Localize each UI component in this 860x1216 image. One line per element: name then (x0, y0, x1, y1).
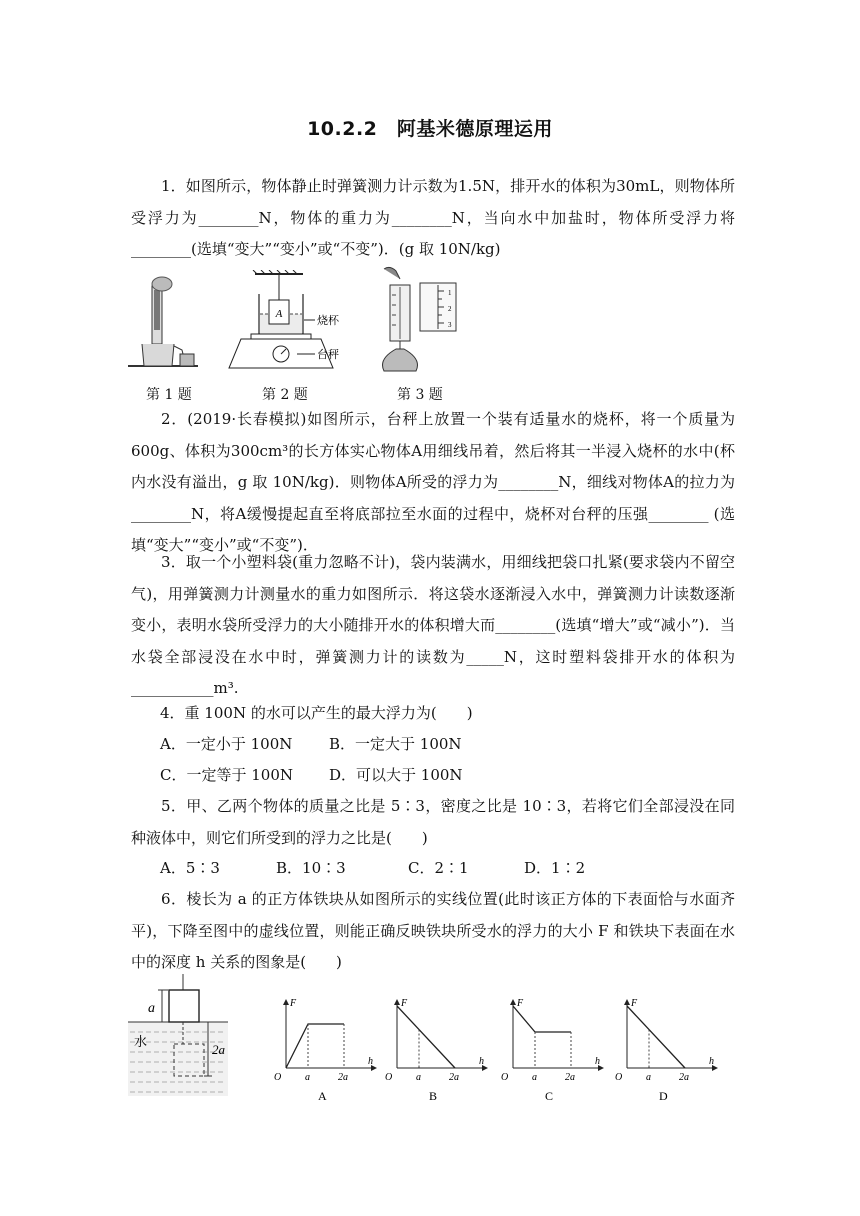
graph-tick-2a: 2a (565, 1072, 575, 1083)
figure-6-water-label: 水 (134, 1034, 148, 1049)
graph-axis-label-h: h (709, 1056, 714, 1067)
figure-6-graphs (272, 990, 722, 1102)
graph-choice-label: B (429, 1089, 438, 1102)
graph-axis-label-f: F (401, 998, 408, 1009)
graph-curve (286, 1024, 344, 1068)
question-6: 6．棱长为 a 的正方体铁块从如图所示的实线位置(此时该正方体的下表面恰与水面齐平)，下降至图中的虚线位置，则能正确反映铁块所受水的浮力的大小 F 和铁块下表面在水中的深度 h 关系的图象是( ) (131, 890, 735, 971)
page-title: 10.2.2 阿基米德原理运用 (307, 118, 553, 140)
figure-6-dim-2a: 2a (212, 1042, 225, 1057)
question-5-option-c: C．2∶1 (408, 859, 469, 877)
figure-3-caption: 第 3 题 (397, 387, 443, 403)
question-5-option-d: D．1∶2 (524, 859, 586, 877)
graph-tick-a: a (305, 1072, 310, 1083)
figure-2-caption: 第 2 题 (262, 387, 308, 403)
graph-origin-label: O (274, 1072, 282, 1083)
graph-choice-label: D (659, 1089, 668, 1102)
graph-tick-2a: 2a (679, 1072, 689, 1083)
question-2: 2．(2019·长春模拟)如图所示，台秤上放置一个装有适量水的烧杯，将一个质量为600g、体积为300cm³的长方体实心物体A用细线吊着，然后将其一半浸入烧杯的水中(杯内水没有溢出，g 取 10N/kg)．则物体A所受的浮力为________N，细线对物体A的拉力为________N，将A缓慢提起直至将底部拉至水面的过程中，烧杯对台秤的压强________ (选填“变大”“变小”或“不变”)． (131, 410, 735, 554)
question-5-option-b: B．10∶3 (276, 859, 346, 877)
question-4-stem: 4．重 100N 的水可以产生的最大浮力为( ) (160, 704, 473, 722)
graph-choice-label: C (545, 1089, 554, 1102)
graph-origin-label: O (615, 1072, 623, 1083)
graph-tick-a: a (416, 1072, 421, 1083)
question-5-option-a: A．5∶3 (160, 859, 220, 877)
figure-2 (227, 270, 357, 374)
figure-1-caption: 第 1 题 (146, 387, 192, 403)
graph-tick-2a: 2a (449, 1072, 459, 1083)
svg-text:3: 3 (448, 321, 452, 329)
question-4-option-c: C．一定等于 100N (160, 766, 294, 784)
question-5-stem: 5．甲、乙两个物体的质量之比是 5∶3，密度之比是 10∶3，若将它们全部浸没在同种液体中，则它们所受到的浮力之比是( ) (131, 797, 735, 847)
figure-2-scale-label: 台秤 (317, 349, 339, 361)
figure-2-beaker-label: 烧杯 (317, 315, 339, 327)
graph-axis-label-h: h (595, 1056, 600, 1067)
graph-origin-label: O (385, 1072, 393, 1083)
figure-1 (128, 274, 198, 370)
graph-axis-label-f: F (631, 998, 638, 1009)
question-4-option-a: A．一定小于 100N (160, 735, 293, 753)
figure-2-object-label: A (275, 308, 283, 320)
question-1: 1．如图所示，物体静止时弹簧测力计示数为1.5N，排开水的体积为30mL，则物体所受浮力为________N，物体的重力为________N，当向水中加盐时，物体所受浮力将________(选填“变大”“变小”或“不变”)．(g 取 10N/kg) (131, 177, 735, 258)
svg-text:1: 1 (448, 289, 452, 297)
graph-choice-label: A (318, 1089, 327, 1102)
graph-tick-2a: 2a (338, 1072, 348, 1083)
question-4-option-b: B．一定大于 100N (329, 735, 462, 753)
figure-6-cube-diagram (128, 970, 228, 1096)
graph-curve (397, 1006, 455, 1068)
graph-curve (513, 1006, 571, 1032)
graph-tick-a: a (532, 1072, 537, 1083)
question-4-option-d: D．可以大于 100N (329, 766, 463, 784)
graph-axis-label-h: h (368, 1056, 373, 1067)
graph-tick-a: a (646, 1072, 651, 1083)
svg-text:2: 2 (448, 305, 452, 313)
figure-3 (376, 265, 460, 377)
question-3: 3．取一个小塑料袋(重力忽略不计)，袋内装满水，用细线把袋口扎紧(要求袋内不留空气)，用弹簧测力计测量水的重力如图所示．将这袋水逐渐浸入水中，弹簧测力计读数逐渐变小，表明水袋所受浮力的大小随排开水的体积增大而________(选填“增大”或“减小”)．当水袋全部浸没在水中时，弹簧测力计的读数为_____N，这时塑料袋排开水的体积为___________m³. (131, 553, 735, 697)
figure-6-dim-a: a (148, 1001, 155, 1016)
graph-axis-label-h: h (479, 1056, 484, 1067)
graph-curve (627, 1006, 685, 1068)
graph-origin-label: O (501, 1072, 509, 1083)
graph-axis-label-f: F (290, 998, 297, 1009)
graph-axis-label-f: F (517, 998, 524, 1009)
